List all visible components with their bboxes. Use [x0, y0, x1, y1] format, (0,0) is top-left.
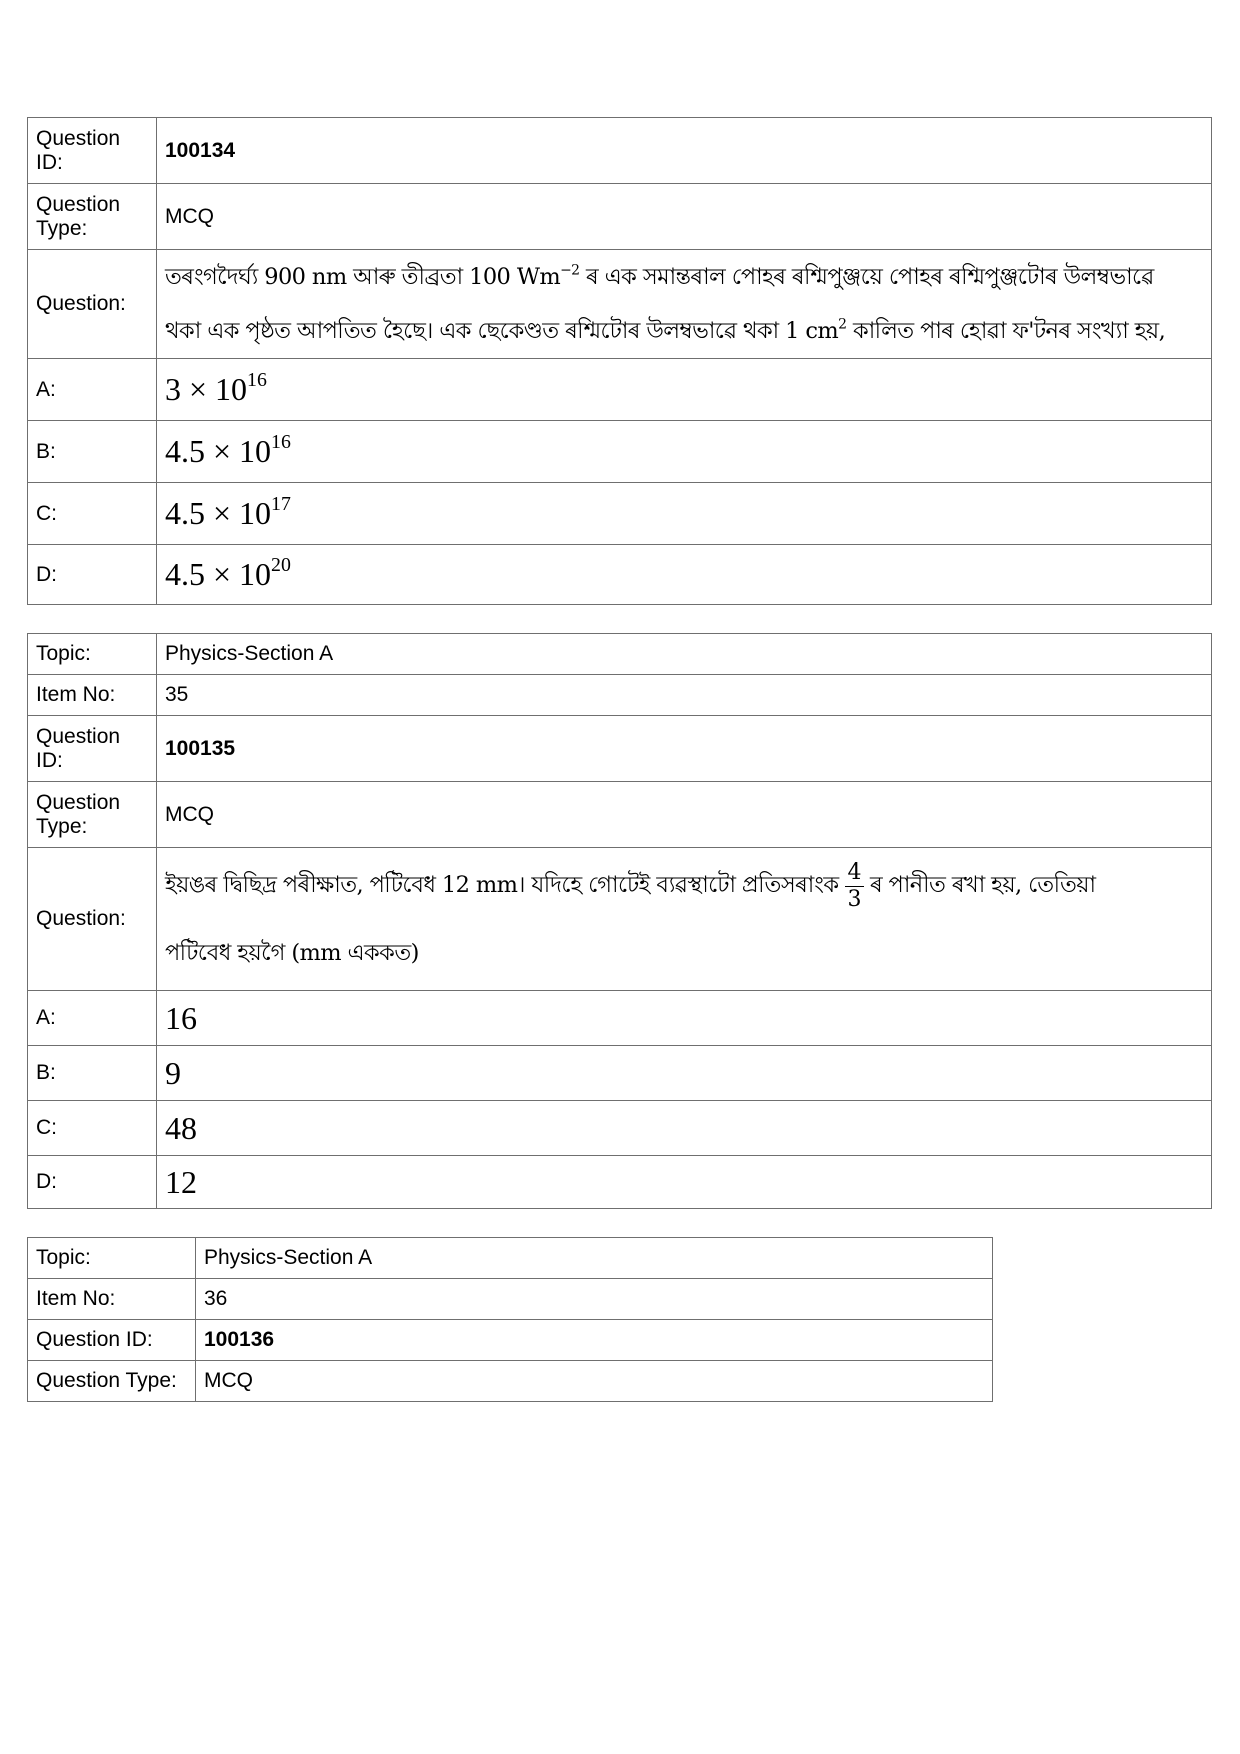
- question-type-label: Question Type:: [28, 782, 157, 848]
- question-text-superscript: 2: [838, 316, 847, 333]
- option-base: 4.5 × 10: [165, 433, 272, 469]
- question-label: Question:: [28, 848, 157, 991]
- option-label-b: B:: [28, 1046, 157, 1101]
- option-value-d: [157, 545, 1212, 605]
- topic-value: Physics-Section A: [157, 634, 1212, 675]
- item-no-label: Item No:: [28, 675, 157, 716]
- question-text-line-1: [165, 851, 1203, 919]
- question-text-part: ৰ পানীত ৰখা হয়, তেতিয়া: [869, 872, 1096, 898]
- question-text-superscript: −2: [560, 262, 580, 279]
- option-value-b: [157, 421, 1212, 483]
- option-label-a: A:: [28, 359, 157, 421]
- question-text-part: ইয়ঙৰ দ্বিছিদ্ৰ পৰীক্ষাত, পটিবেধ 12 mm। যদিহে গোটেই ব্যৱস্থাটো প্ৰতিসৰাংক: [165, 872, 839, 898]
- item-no-value: 35: [157, 675, 1212, 716]
- item-no-value: 36: [196, 1279, 993, 1320]
- option-exponent: 16: [247, 369, 267, 392]
- option-base: 3 × 10: [165, 371, 248, 407]
- item-no-label: Item No:: [28, 1279, 196, 1320]
- question-label: Question:: [28, 250, 157, 359]
- topic-label: Topic:: [28, 634, 157, 675]
- question-text-line-2: পটিবেধ হয়গৈ (mm এককত): [165, 940, 419, 966]
- question-text-part: ৰ এক সমান্তৰাল পোহৰ ৰশ্মিপুঞ্জয়ে পোহৰ ৰশ্মিপুঞ্জটোৰ উলম্বভাৱে: [579, 264, 1154, 290]
- option-label-a: A:: [28, 991, 157, 1046]
- option-label-b: B:: [28, 421, 157, 483]
- option-exponent: 16: [271, 431, 291, 454]
- question-type-label: Question Type:: [28, 1361, 196, 1402]
- question-id-value: 100135: [157, 716, 1212, 782]
- option-exponent: 20: [271, 554, 291, 577]
- option-value-a: 16: [157, 991, 1212, 1046]
- question-table-100136: [27, 1237, 993, 1402]
- option-value-d: 12: [157, 1156, 1212, 1209]
- question-table-100135: [27, 633, 1212, 1209]
- question-type-label: Question Type:: [28, 184, 157, 250]
- fraction: [845, 860, 864, 913]
- option-label-c: C:: [28, 483, 157, 545]
- question-text-part: কালিত পাৰ হোৱা ফ'টনৰ সংখ্যা হয়,: [846, 318, 1166, 344]
- topic-value: Physics-Section A: [196, 1238, 993, 1279]
- option-value-c: 48: [157, 1101, 1212, 1156]
- option-label-d: D:: [28, 545, 157, 605]
- question-type-value: MCQ: [196, 1361, 993, 1402]
- question-id-label: Question ID:: [28, 716, 157, 782]
- fraction-numerator: 4: [845, 860, 864, 887]
- option-label-c: C:: [28, 1101, 157, 1156]
- question-type-value: MCQ: [157, 782, 1212, 848]
- question-id-value: 100136: [196, 1320, 993, 1361]
- option-label-d: D:: [28, 1156, 157, 1209]
- question-type-value: MCQ: [157, 184, 1212, 250]
- question-text-line-2: [165, 304, 1203, 358]
- question-text-part: থকা এক পৃষ্ঠত আপতিত হৈছে। এক ছেকেণ্ডত ৰশ্মিটোৰ উলম্বভাৱে থকা 1 cm: [165, 318, 839, 344]
- question-id-value: 100134: [157, 118, 1212, 184]
- fraction-denominator: 3: [847, 886, 861, 912]
- topic-label: Topic:: [28, 1238, 196, 1279]
- option-base: 4.5 × 10: [165, 556, 272, 592]
- question-text-part: তৰংগদৈৰ্ঘ্য 900 nm আৰু তীব্ৰতা 100 Wm: [165, 264, 561, 290]
- question-text: [157, 250, 1212, 359]
- option-value-a: [157, 359, 1212, 421]
- question-table-100134: [27, 117, 1212, 605]
- option-base: 4.5 × 10: [165, 495, 272, 531]
- question-text: [157, 848, 1212, 991]
- option-value-c: [157, 483, 1212, 545]
- option-exponent: 17: [271, 493, 291, 516]
- question-text-line-1: [165, 250, 1203, 304]
- question-id-label: Question ID:: [28, 1320, 196, 1361]
- question-id-label: Question ID:: [28, 118, 157, 184]
- option-value-b: 9: [157, 1046, 1212, 1101]
